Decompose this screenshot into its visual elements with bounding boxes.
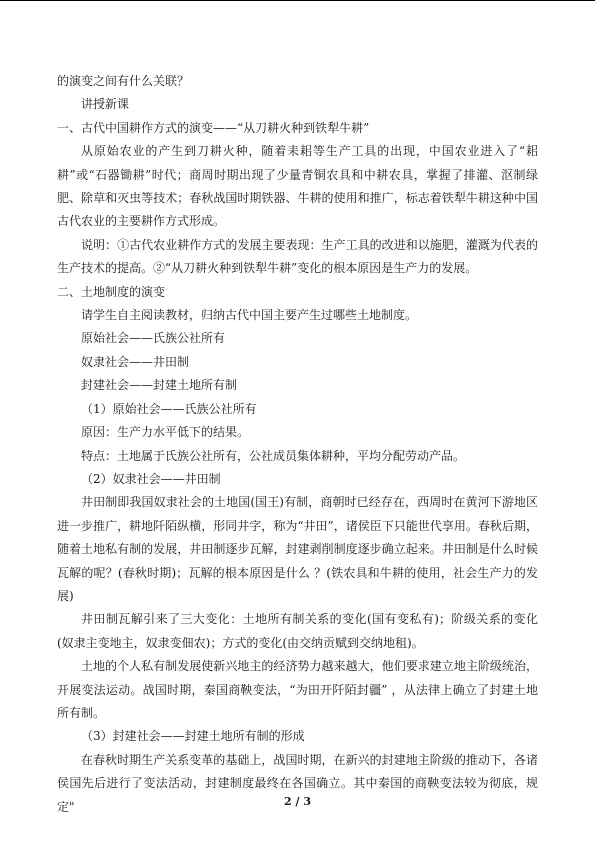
page-number: 2 / 3	[284, 795, 311, 808]
paragraph: 在春秋时期生产关系变革的基础上，战国时期，在新兴的封建地主阶级的推动下，各诸侯国先后进行了变法活动，封建制度最终在各国确立。其中秦国的商鞅变法较为彻底，规定"	[57, 752, 538, 814]
document-body	[57, 70, 538, 819]
paragraph: 讲授新课	[81, 97, 130, 112]
paragraph: 一、古代中国耕作方式的演变——“从刀耕火种到铁犁牛耕”	[57, 120, 370, 135]
header-rule	[0, 0, 595, 1]
paragraph: 二、土地制度的演变	[57, 284, 166, 299]
paragraph: 特点：土地属于氏族公社所有，公社成员集体耕种，平均分配劳动产品。	[81, 448, 466, 463]
paragraph: 奴隶社会——井田制	[81, 354, 190, 369]
paragraph: 原始社会——氏族公社所有	[81, 331, 226, 346]
paragraph: 说明：①古代农业耕作方式的发展主要表现：生产工具的改进和以施肥，灌溉为代表的生产技术的提高。②“从刀耕火种到铁犁牛耕”变化的根本原因是生产力的发展。	[57, 237, 538, 276]
paragraph: 从原始农业的产生到刀耕火种，随着耒耜等生产工具的出现，中国农业进入了“耜耕”或“石器锄耕”时代；商周时期出现了少量青铜农具和中耕农具，掌握了排灌、沤制绿肥、除草和灭虫等技术；春秋战国时期铁器、牛耕的使用和推广，标志着铁犁牛耕这种中国古代农业的主要耕作方式形成。	[57, 144, 538, 229]
paragraph: 请学生自主阅读教材，归纳古代中国主要产生过哪些土地制度。	[81, 308, 418, 323]
paragraph: （2）奴隶社会——井田制	[81, 471, 221, 486]
paragraph: 的演变之间有什么关联？	[57, 74, 190, 88]
paragraph: （1）原始社会——氏族公社所有	[81, 401, 257, 416]
paragraph: 封建社会——封建土地所有制	[81, 378, 238, 393]
paragraph: 原因：生产力水平低下的结果。	[81, 425, 250, 440]
paragraph: 井田制即我国奴隶社会的土地国(国王)有制，商朝时已经存在，西周时在黄河下游地区进一步推广，耕地阡陌纵横，形同井字，称为“井田”，诸侯臣下只能世代享用。春秋后期，随着土地私有制的发展，井田制逐步瓦解，封建剥削制度逐步确立起来。井田制是什么时候瓦解的呢？(春秋时期)；瓦解的根本原因是什么 ？(铁农具和牛耕的使用，社会生产力的发展)	[57, 495, 538, 603]
paragraph: 井田制瓦解引来了三大变化：土地所有制关系的变化(国有变私有)；阶级关系的变化(奴隶主变地主，奴隶变佃农)；方式的变化(由交纳贡赋到交纳地租)。	[57, 612, 538, 650]
paragraph: 土地的个人私有制发展使新兴地主的经济势力越来越大，他们要求建立地主阶级统治，开展变法运动。战国时期，秦国商鞅变法，“为田开阡陌封疆” ，从法律上确立了封建土地所有制。	[57, 659, 538, 720]
paragraph: （3）封建社会——封建土地所有制的形成	[81, 729, 305, 744]
